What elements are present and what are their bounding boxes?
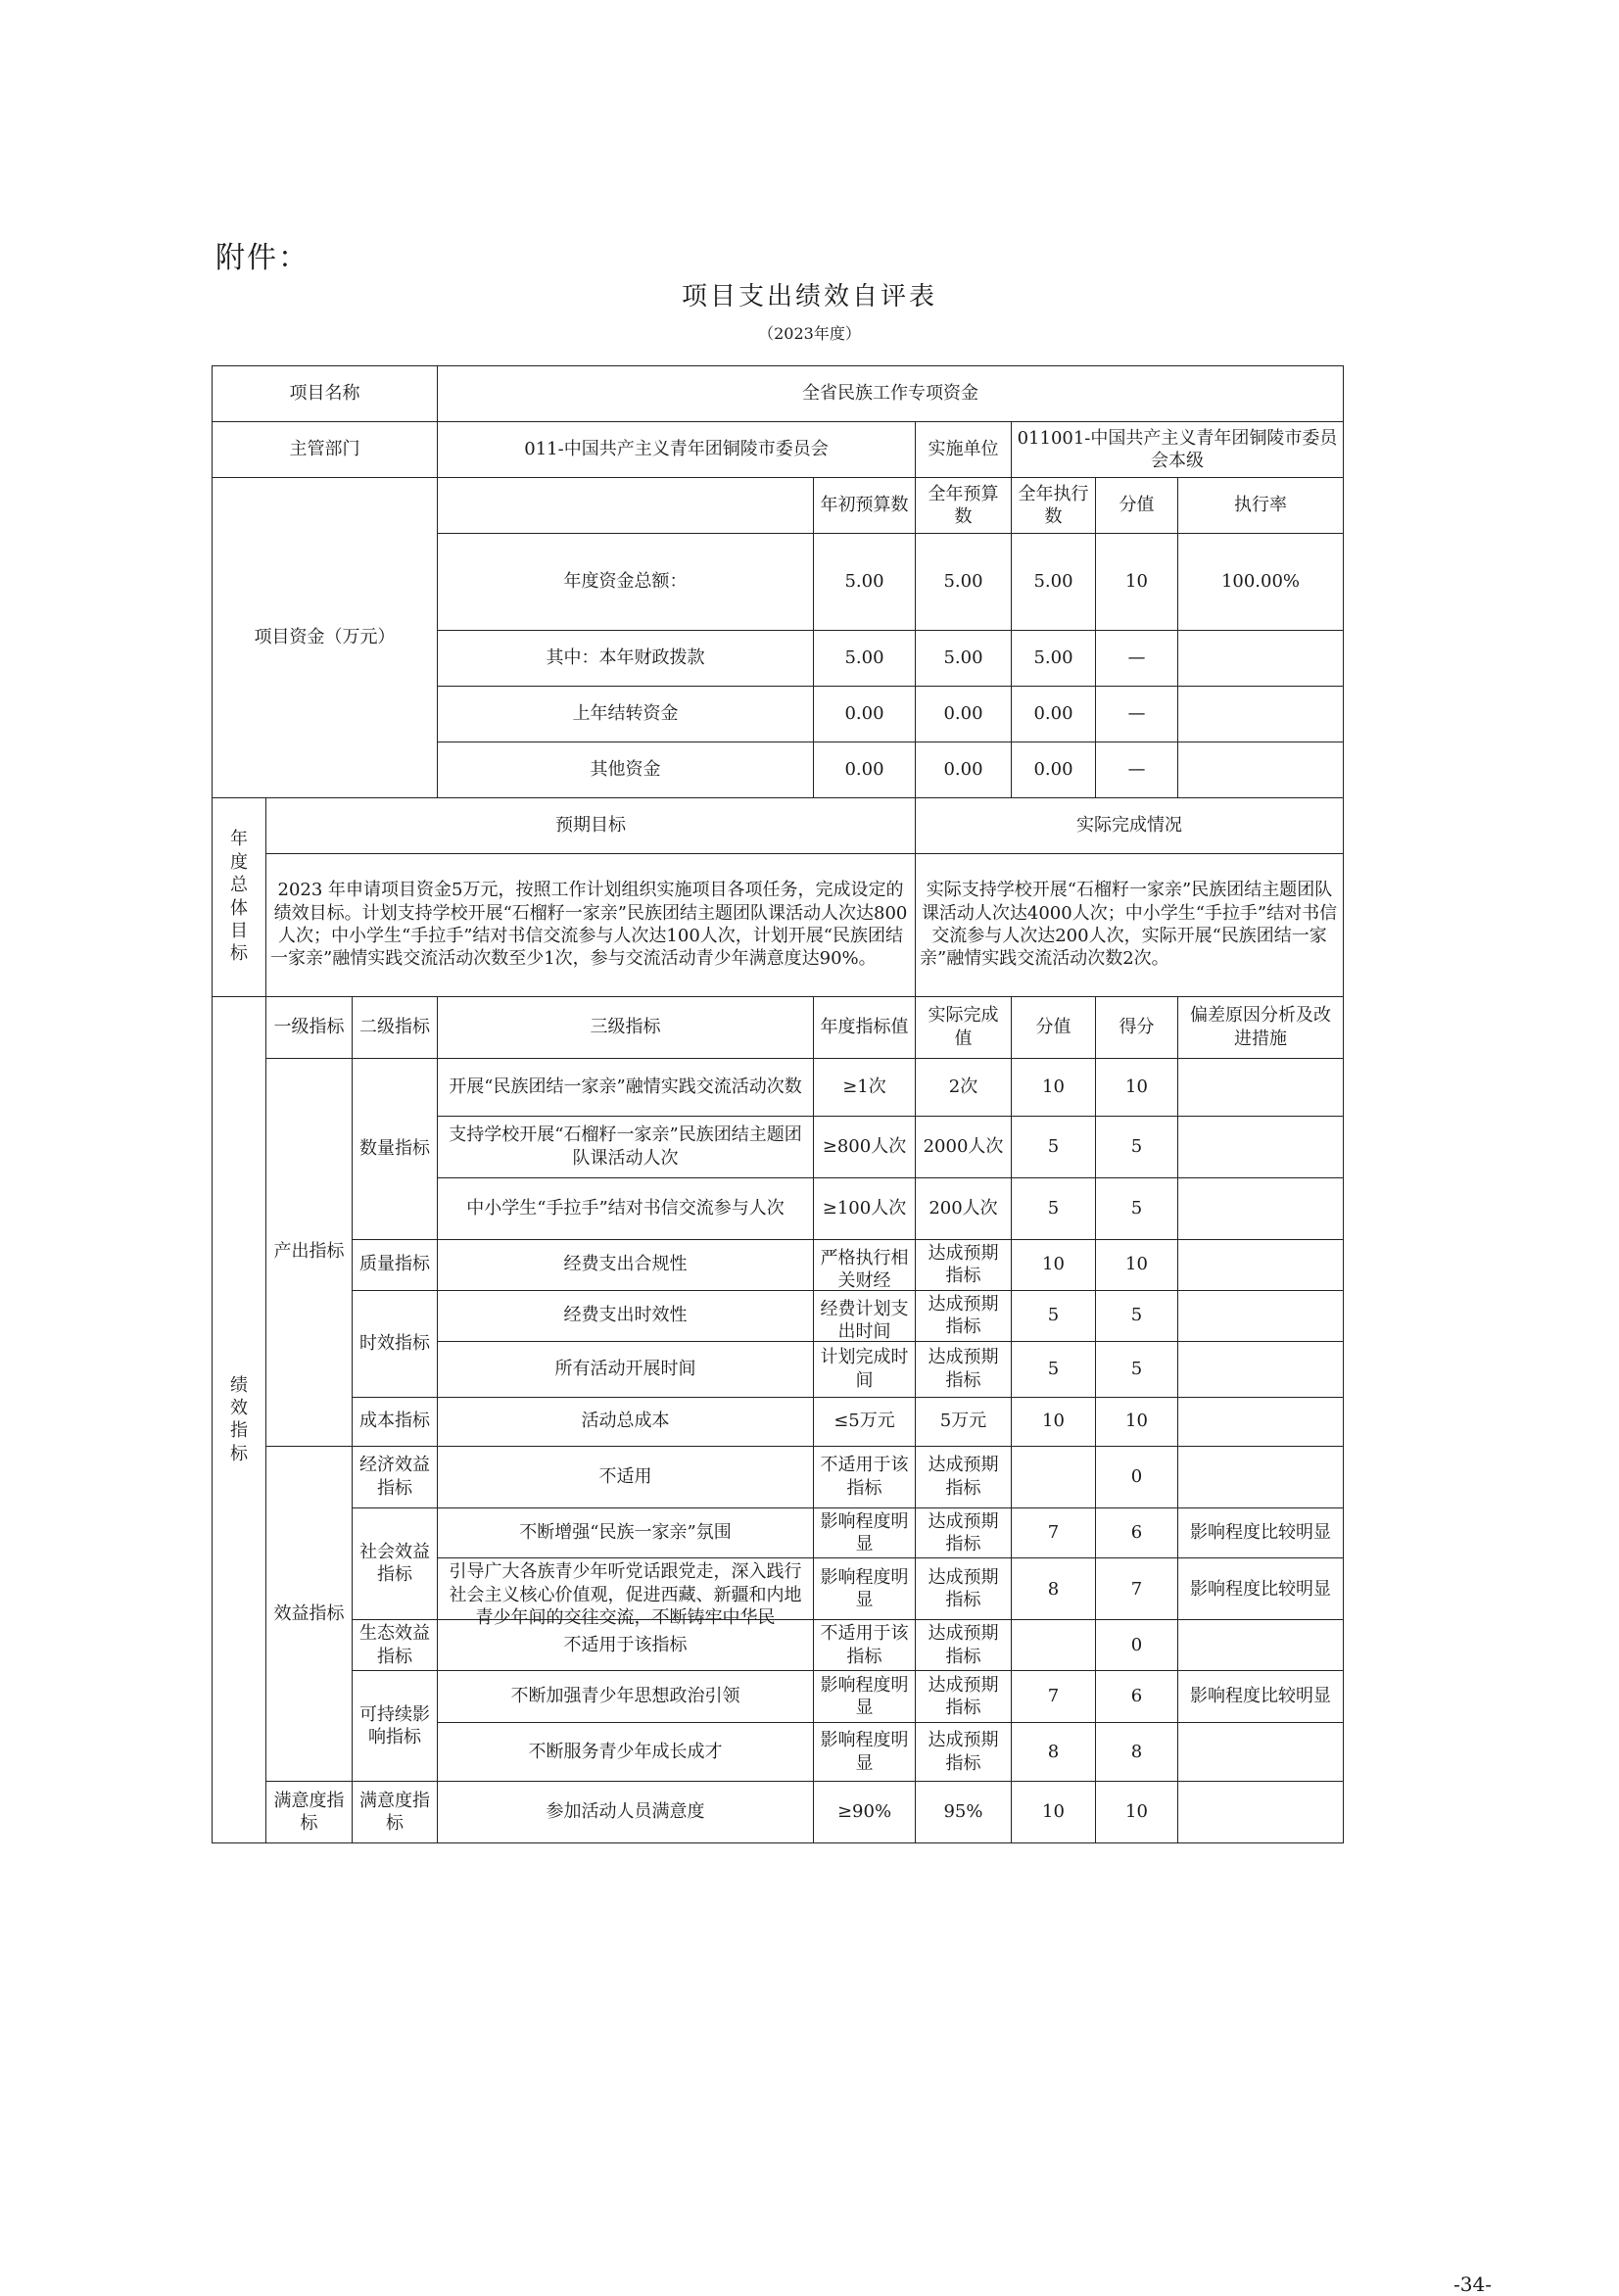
- indicator-target: 严格执行相关财经: [814, 1239, 916, 1290]
- funds-row-weight: —: [1096, 630, 1178, 686]
- indicator-actual: 达成预期指标: [916, 1671, 1012, 1723]
- indicator-score: 6: [1096, 1671, 1178, 1723]
- indicator-weight: 5: [1012, 1116, 1096, 1177]
- funds-row-weight: —: [1096, 686, 1178, 741]
- indicator-note: [1178, 1058, 1344, 1116]
- indicator-score: 10: [1096, 1782, 1178, 1843]
- funds-row-annual: 5.00: [916, 534, 1012, 631]
- funds-header-executed: 全年执行数: [1012, 478, 1096, 534]
- funds-row-weight: 10: [1096, 534, 1178, 631]
- indicator-name: 中小学生“手拉手”结对书信交流参与人次: [438, 1177, 814, 1239]
- indicator-actual: 2000人次: [916, 1116, 1012, 1177]
- indicator-note: [1178, 1239, 1344, 1290]
- indicator-weight: 10: [1012, 1782, 1096, 1843]
- funds-header-weight: 分值: [1096, 478, 1178, 534]
- indicator-target: ≥800人次: [814, 1116, 916, 1177]
- indicator-score: 8: [1096, 1723, 1178, 1782]
- funds-row-executed: 0.00: [1012, 686, 1096, 741]
- indicator-name: 支持学校开展“石榴籽一家亲”民族团结主题团队课活动人次: [438, 1116, 814, 1177]
- indicator-target: 影响程度明显: [814, 1671, 916, 1723]
- indicator-target: ≥1次: [814, 1058, 916, 1116]
- ind-header-score: 得分: [1096, 996, 1178, 1058]
- funds-row-label: 上年结转资金: [438, 686, 814, 741]
- ind-header-level2: 二级指标: [353, 996, 438, 1058]
- indicator-weight: 7: [1012, 1671, 1096, 1723]
- indicator-score: 10: [1096, 1239, 1178, 1290]
- project-name-value: 全省民族工作专项资金: [438, 366, 1344, 422]
- indicator-name: 不断服务青少年成长成才: [438, 1723, 814, 1782]
- level2-economic: 经济效益指标: [353, 1446, 438, 1507]
- indicator-target: 不适用于该指标: [814, 1620, 916, 1671]
- level2-ecological: 生态效益指标: [353, 1620, 438, 1671]
- ind-header-target: 年度指标值: [814, 996, 916, 1058]
- level2-quality: 质量指标: [353, 1239, 438, 1290]
- ind-header-weight: 分值: [1012, 996, 1096, 1058]
- indicator-actual: 达成预期指标: [916, 1239, 1012, 1290]
- indicator-score: 5: [1096, 1116, 1178, 1177]
- indicator-actual: 达成预期指标: [916, 1446, 1012, 1507]
- funds-row-rate: [1178, 686, 1344, 741]
- level1-benefit: 效益指标: [266, 1446, 353, 1782]
- indicator-actual: 达成预期指标: [916, 1507, 1012, 1558]
- actual-completion-text: 实际支持学校开展“石榴籽一家亲”民族团结主题团队课活动人次达4000人次；中小学生“手拉手”结对书信交流参与人次达200人次，实际开展“民族团结一家亲”融情实践交流活动次数2次。: [916, 853, 1344, 996]
- funds-row-annual: 0.00: [916, 686, 1012, 741]
- indicator-weight: [1012, 1446, 1096, 1507]
- indicator-note: 影响程度比较明显: [1178, 1507, 1344, 1558]
- indicator-weight: 7: [1012, 1507, 1096, 1558]
- indicator-score: 0: [1096, 1620, 1178, 1671]
- competent-dept-label: 主管部门: [213, 422, 438, 478]
- indicator-target: ≥100人次: [814, 1177, 916, 1239]
- indicator-note: [1178, 1620, 1344, 1671]
- impl-unit-value: 011001-中国共产主义青年团铜陵市委员会本级: [1012, 422, 1344, 478]
- indicator-name: 不断增强“民族一家亲”氛围: [438, 1507, 814, 1558]
- level2-timeliness: 时效指标: [353, 1290, 438, 1397]
- indicator-actual: 达成预期指标: [916, 1290, 1012, 1341]
- indicator-target: 经费计划支出时间: [814, 1290, 916, 1341]
- indicator-note: 影响程度比较明显: [1178, 1671, 1344, 1723]
- indicator-name: 不断加强青少年思想政治引领: [438, 1671, 814, 1723]
- funds-row-weight: —: [1096, 741, 1178, 797]
- funds-row-annual: 5.00: [916, 630, 1012, 686]
- indicator-score: 10: [1096, 1058, 1178, 1116]
- indicator-note: [1178, 1116, 1344, 1177]
- funds-row-rate: 100.00%: [1178, 534, 1344, 631]
- self-evaluation-table: [212, 365, 1344, 1843]
- indicator-target: 影响程度明显: [814, 1558, 916, 1620]
- indicator-note: [1178, 1397, 1344, 1446]
- indicator-target: 影响程度明显: [814, 1507, 916, 1558]
- funds-header-rate: 执行率: [1178, 478, 1344, 534]
- impl-unit-label: 实施单位: [916, 422, 1012, 478]
- indicator-note: [1178, 1177, 1344, 1239]
- indicator-weight: 10: [1012, 1239, 1096, 1290]
- indicator-target: ≤5万元: [814, 1397, 916, 1446]
- funds-header-initial: 年初预算数: [814, 478, 916, 534]
- ind-header-note: 偏差原因分析及改进措施: [1178, 996, 1344, 1058]
- indicator-actual: 达成预期指标: [916, 1341, 1012, 1397]
- indicator-weight: 8: [1012, 1723, 1096, 1782]
- indicator-name: 参加活动人员满意度: [438, 1782, 814, 1843]
- level2-quantity: 数量指标: [353, 1058, 438, 1239]
- funds-row-label: 其他资金: [438, 741, 814, 797]
- indicator-target: 影响程度明显: [814, 1723, 916, 1782]
- indicator-name: 不适用于该指标: [438, 1620, 814, 1671]
- funds-row-initial: 0.00: [814, 686, 916, 741]
- indicator-note: [1178, 1723, 1344, 1782]
- level2-social: 社会效益指标: [353, 1507, 438, 1620]
- indicator-target: 不适用于该指标: [814, 1446, 916, 1507]
- indicator-weight: 5: [1012, 1341, 1096, 1397]
- indicator-weight: 5: [1012, 1290, 1096, 1341]
- funds-row-initial: 5.00: [814, 534, 916, 631]
- level1-satisfaction: 满意度指标: [266, 1782, 353, 1843]
- level2-satisfaction: 满意度指标: [353, 1782, 438, 1843]
- indicator-weight: 10: [1012, 1397, 1096, 1446]
- expected-goal-text: 2023 年申请项目资金5万元，按照工作计划组织实施项目各项任务，完成设定的绩效目标。计划支持学校开展“石榴籽一家亲”民族团结主题团队课活动人次达800人次；中小学生“手拉手”结对书信交流参与人次达100人次，计划开展“民族团结一家亲”融情实践交流活动次数至少1次，参与交流活动青少年满意度达90%。: [266, 853, 916, 996]
- funds-row-rate: [1178, 630, 1344, 686]
- indicator-actual: 2次: [916, 1058, 1012, 1116]
- indicator-score: 5: [1096, 1177, 1178, 1239]
- indicator-name: 引导广大各族青少年听党话跟党走，深入践行社会主义核心价值观，促进西藏、新疆和内地青少年间的交往交流，不断铸牢中华民: [438, 1558, 814, 1620]
- funds-row-executed: 5.00: [1012, 630, 1096, 686]
- funds-header-blank: [438, 478, 814, 534]
- indicator-weight: 5: [1012, 1177, 1096, 1239]
- level2-sustainable: 可持续影响指标: [353, 1671, 438, 1782]
- annual-goal-label: 年度总体目标: [213, 797, 266, 996]
- indicator-actual: 达成预期指标: [916, 1620, 1012, 1671]
- funds-row-label: 其中：本年财政拨款: [438, 630, 814, 686]
- indicator-score: 0: [1096, 1446, 1178, 1507]
- funds-header-annual: 全年预算数: [916, 478, 1012, 534]
- funds-row-label: 年度资金总额：: [438, 534, 814, 631]
- indicator-name: 所有活动开展时间: [438, 1341, 814, 1397]
- indicator-actual: 达成预期指标: [916, 1558, 1012, 1620]
- indicator-actual: 5万元: [916, 1397, 1012, 1446]
- funds-row-annual: 0.00: [916, 741, 1012, 797]
- indicator-name: 经费支出时效性: [438, 1290, 814, 1341]
- indicator-target: 计划完成时间: [814, 1341, 916, 1397]
- funds-row-initial: 5.00: [814, 630, 916, 686]
- form-year: （2023年度）: [758, 324, 861, 343]
- indicator-name: 开展“民族团结一家亲”融情实践交流活动次数: [438, 1058, 814, 1116]
- project-funds-label: 项目资金（万元）: [213, 478, 438, 798]
- indicator-actual: 达成预期指标: [916, 1723, 1012, 1782]
- funds-row-executed: 5.00: [1012, 534, 1096, 631]
- indicator-score: 5: [1096, 1341, 1178, 1397]
- indicator-actual: 200人次: [916, 1177, 1012, 1239]
- funds-row-initial: 0.00: [814, 741, 916, 797]
- indicator-actual: 95%: [916, 1782, 1012, 1843]
- ind-header-actual: 实际完成值: [916, 996, 1012, 1058]
- indicator-score: 5: [1096, 1290, 1178, 1341]
- indicator-note: [1178, 1782, 1344, 1843]
- indicator-score: 6: [1096, 1507, 1178, 1558]
- indicator-note: [1178, 1341, 1344, 1397]
- indicator-name: 不适用: [438, 1446, 814, 1507]
- level1-output: 产出指标: [266, 1058, 353, 1446]
- page-number: -34-: [1453, 2272, 1492, 2296]
- funds-row-executed: 0.00: [1012, 741, 1096, 797]
- indicator-note: [1178, 1290, 1344, 1341]
- indicator-note: [1178, 1446, 1344, 1507]
- indicator-weight: 10: [1012, 1058, 1096, 1116]
- perf-indicators-label: 绩效指标: [213, 996, 266, 1843]
- expected-goal-header: 预期目标: [266, 797, 916, 853]
- indicator-name: 经费支出合规性: [438, 1239, 814, 1290]
- funds-row-rate: [1178, 741, 1344, 797]
- indicator-note: 影响程度比较明显: [1178, 1558, 1344, 1620]
- form-title: 项目支出绩效自评表: [681, 282, 937, 311]
- attachment-label: 附件：: [215, 241, 310, 275]
- actual-completion-header: 实际完成情况: [916, 797, 1344, 853]
- ind-header-level3: 三级指标: [438, 996, 814, 1058]
- indicator-target: ≥90%: [814, 1782, 916, 1843]
- indicator-weight: 8: [1012, 1558, 1096, 1620]
- indicator-score: 10: [1096, 1397, 1178, 1446]
- indicator-name: 活动总成本: [438, 1397, 814, 1446]
- ind-header-level1: 一级指标: [266, 996, 353, 1058]
- level2-cost: 成本指标: [353, 1397, 438, 1446]
- indicator-weight: [1012, 1620, 1096, 1671]
- project-name-label: 项目名称: [213, 366, 438, 422]
- indicator-score: 7: [1096, 1558, 1178, 1620]
- competent-dept-value: 011-中国共产主义青年团铜陵市委员会: [438, 422, 916, 478]
